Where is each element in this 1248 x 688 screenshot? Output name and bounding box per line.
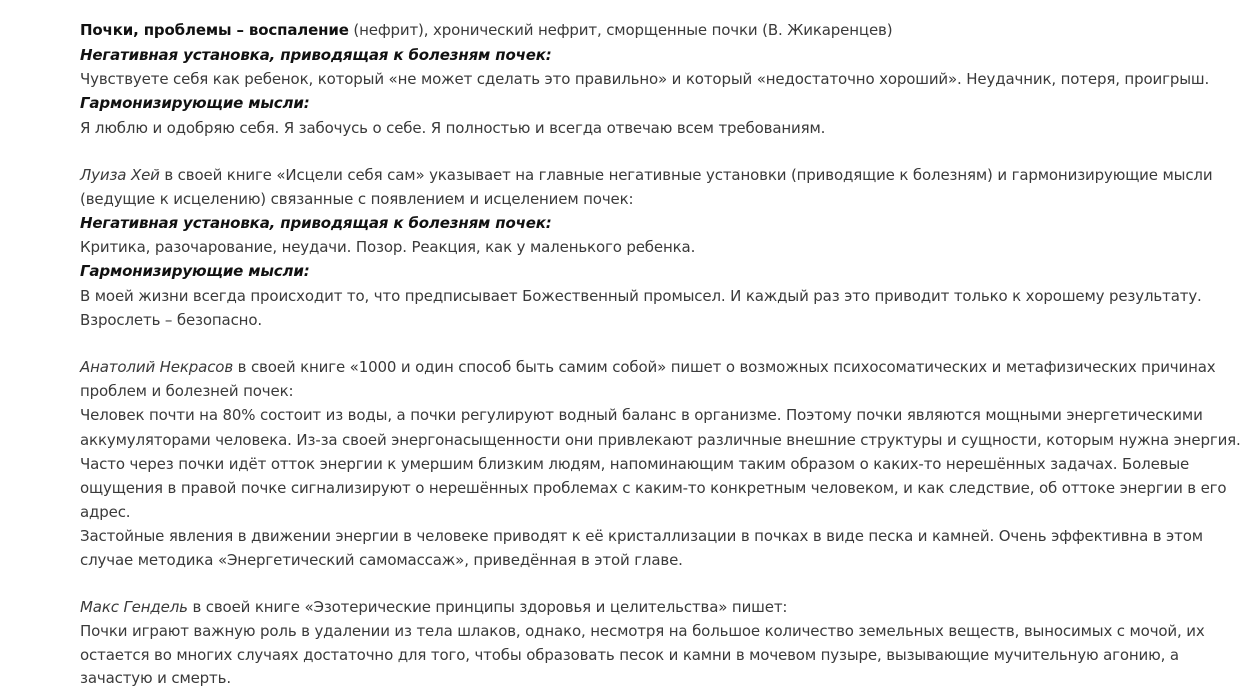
s3-p1-line-1: Человек почти на 80% состоит из воды, а почки регулируют водный баланс в организме. Поэтому почки являются мощными энергетическими xyxy=(80,406,1203,424)
s3-intro-line-2: проблем и болезней почек: xyxy=(80,382,294,400)
s2-harm-heading: Гармонизирующие мысли: xyxy=(80,262,310,280)
s4-p1-line-2: остается во многих случаях достаточно для того, чтобы образовать песок и камни в мочевом пузыре, вызывающие мучительную агонию, а xyxy=(80,646,1179,664)
s3-p1-line-4: ощущения в правой почке сигнализируют о нерешённых проблемах с каким-то конкретным человеком, и как следствие, об оттоке энергии в его xyxy=(80,479,1227,497)
s2-neg-heading: Негативная установка, приводящая к болезням почек: xyxy=(80,214,552,232)
s1-harm-heading: Гармонизирующие мысли: xyxy=(80,94,310,112)
s3-p1-line-2: аккумуляторами человека. Из-за своей энергонасыщенности они привлекают различные внешние структуры и сущности, которым нужна энергия. xyxy=(80,431,1241,449)
s1-neg-text: Чувствуете себя как ребенок, который «не может сделать это правильно» и который «недостаточно хороший». Неудачник, потеря, проигрыш. xyxy=(80,70,1210,88)
s4-intro: в своей книге «Эзотерические принципы здоровья и целительства» пишет: xyxy=(187,598,788,616)
s2-intro-line-2: (ведущие к исцелению) связанные с появлением и исцелением почек: xyxy=(80,190,634,208)
s1-neg-heading: Негативная установка, приводящая к болезням почек: xyxy=(80,46,552,64)
s2-intro-1: в своей книге «Исцели себя сам» указывает на главные негативные установки (приводящие к болезням) и гармонизирующие мысли xyxy=(159,166,1213,184)
s4-p1-line-1: Почки играют важную роль в удалении из тела шлаков, однако, несмотря на большое количество земельных веществ, выносимых с мочой, их xyxy=(80,622,1205,640)
s2-harm-text-1: В моей жизни всегда происходит то, что предписывает Божественный промысел. И каждый раз это приводит только к хорошему результату. xyxy=(80,287,1202,305)
s4-p1-line-3: зачастую и смерть. xyxy=(80,669,231,687)
s1-title-bold: Почки, проблемы – воспаление xyxy=(80,21,349,39)
s1-harm-text: Я люблю и одобряю себя. Я забочусь о себе. Я полностью и всегда отвечаю всем требованиям. xyxy=(80,119,826,137)
s1-title-line xyxy=(80,20,892,40)
s3-p1-line-5: адрес. xyxy=(80,503,131,521)
s4-intro-line xyxy=(80,597,787,617)
s3-p1-line-3: Часто через почки идёт отток энергии к умершим близким людям, напоминающим таким образом о каких-то нерешённых задачах. Болевые xyxy=(80,455,1190,473)
s1-title-rest: (нефрит), хронический нефрит, сморщенные почки (В. Жикаренцев) xyxy=(348,21,893,39)
s3-intro-line-1 xyxy=(80,357,1216,377)
s4-author: Макс Гендель xyxy=(80,598,188,616)
s3-author: Анатолий Некрасов xyxy=(80,358,234,376)
s2-intro-line-1 xyxy=(80,165,1212,185)
s3-p2-line-2: случае методика «Энергетический самомассаж», приведённая в этой главе. xyxy=(80,551,683,569)
s3-p2-line-1: Застойные явления в движении энергии в человеке приводят к её кристаллизации в почках в виде песка и камней. Очень эффективна в этом xyxy=(80,527,1203,545)
s2-neg-text: Критика, разочарование, неудачи. Позор. Реакция, как у маленького ребенка. xyxy=(80,238,696,256)
s2-harm-text-2: Взрослеть – безопасно. xyxy=(80,311,262,329)
s3-intro-1: в своей книге «1000 и один способ быть самим собой» пишет о возможных психосоматических и метафизических причинах xyxy=(233,358,1216,376)
s2-author: Луиза Хей xyxy=(80,166,160,184)
